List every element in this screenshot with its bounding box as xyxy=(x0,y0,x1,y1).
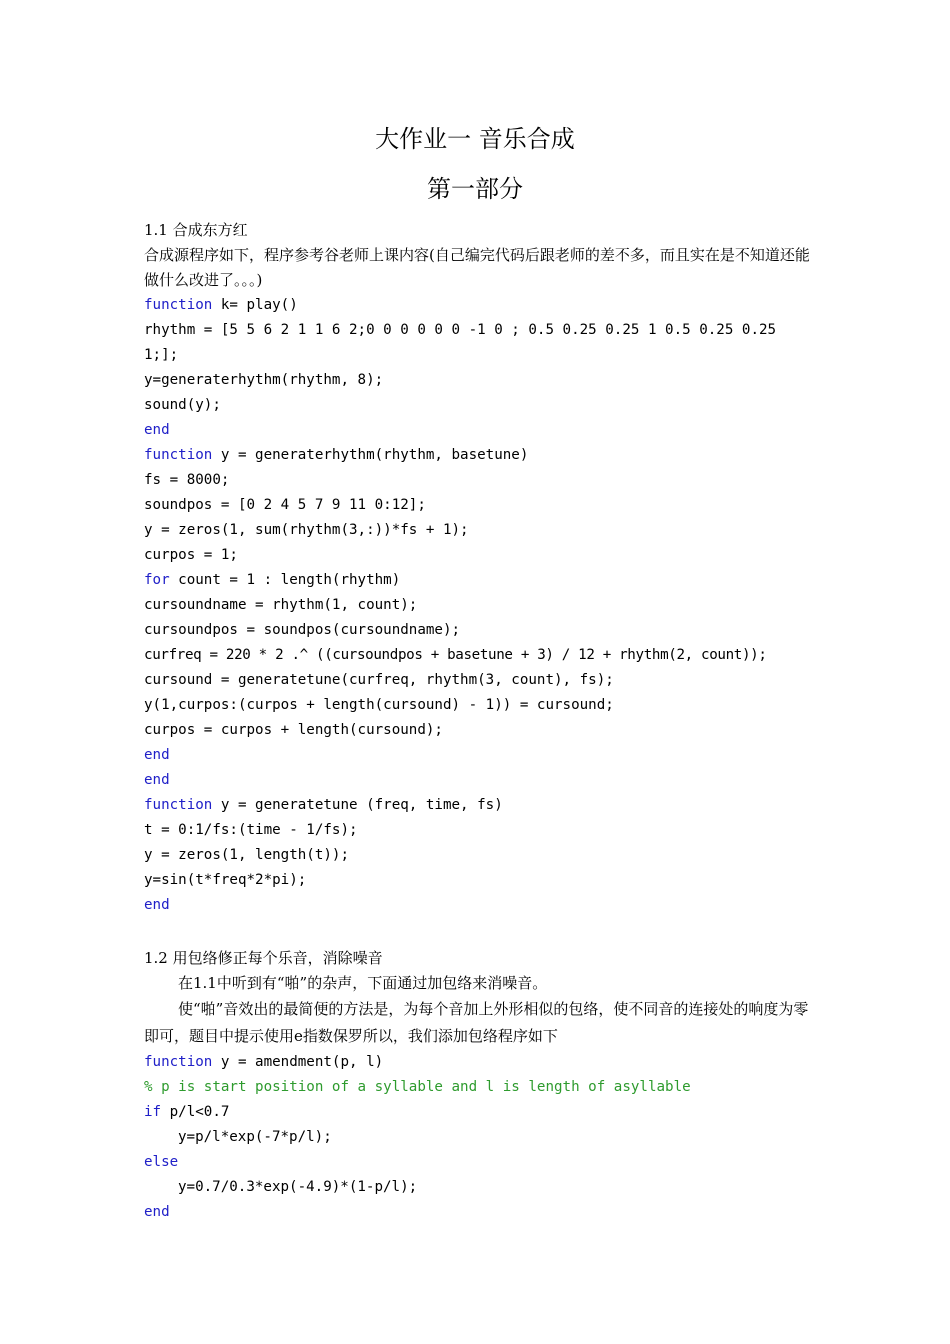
code-line xyxy=(144,1175,814,1200)
code-line: curfreq = 220 * 2 .^ ((cursoundpos + basetune + 3) / 12 + rhythm(2, count)); xyxy=(144,647,767,663)
code-line: sound(y); xyxy=(144,397,221,413)
code-line xyxy=(144,1200,814,1225)
document-body xyxy=(144,218,814,1225)
code-text: k= play() xyxy=(212,297,298,313)
keyword: function xyxy=(144,447,213,463)
code-line: y = zeros(1, sum(rhythm(3,:))*fs + 1); xyxy=(144,522,469,538)
code-line: t = 0:1/fs:(time - 1/fs); xyxy=(144,822,358,838)
keyword: end xyxy=(144,747,170,763)
keyword: end xyxy=(144,422,170,438)
code-line: y(1,curpos:(curpos + length(cursound) - 1)) = cursound; xyxy=(144,697,614,713)
code-line xyxy=(144,443,814,468)
code-line xyxy=(144,793,814,818)
code-text: y = generaterhythm(rhythm, basetune) xyxy=(212,447,529,463)
document-title: 大作业一 音乐合成 xyxy=(375,125,575,153)
code-line: y=generaterhythm(rhythm, 8); xyxy=(144,372,384,388)
code-line xyxy=(144,1050,814,1075)
code-line: curpos = 1; xyxy=(144,547,238,563)
section-title: 第一部分 xyxy=(427,175,523,203)
keyword: if xyxy=(144,1104,162,1120)
intro-paragraph: 合成源程序如下，程序参考谷老师上课内容(自己编完代码后跟老师的差不多，而且实在是不知道还能做什么改进了。。。) xyxy=(144,246,810,289)
keyword: for xyxy=(144,572,170,588)
section-heading-1-1: 1.1 合成东方红 xyxy=(144,221,248,239)
code-line: y = zeros(1, length(t)); xyxy=(144,847,349,863)
paragraph: 使“啪”音效出的最简便的方法是，为每个音加上外形相似的包络，使不同音的连接处的响度为零即可，题目中提示使用e指数保罗所以，我们添加包络程序如下 xyxy=(144,1000,809,1045)
code-line xyxy=(144,743,814,768)
code-text: y = generatetune (freq, time, fs) xyxy=(212,797,503,813)
code-line: y=sin(t*freq*2*pi); xyxy=(144,872,307,888)
code-line: rhythm = [5 5 6 2 1 1 6 2;0 0 0 0 0 0 -1 0 ; 0.5 0.25 0.25 1 0.5 0.25 0.25 1;]; xyxy=(144,322,785,363)
code-block-amendment xyxy=(144,1050,814,1225)
code-line: cursoundname = rhythm(1, count); xyxy=(144,597,418,613)
code-line: cursoundpos = soundpos(cursoundname); xyxy=(144,622,461,638)
code-line xyxy=(144,568,814,593)
code-text: y = amendment(p, l) xyxy=(212,1054,384,1070)
keyword: function xyxy=(144,297,213,313)
code-text: y=0.7/0.3*exp(-4.9)*(1-p/l); xyxy=(178,1179,418,1195)
code-line xyxy=(144,418,814,443)
code-text: count = 1 : length(rhythm) xyxy=(169,572,401,588)
code-line xyxy=(144,1150,814,1175)
code-line xyxy=(144,1125,814,1150)
section-heading-1-2: 1.2 用包络修正每个乐音，消除噪音 xyxy=(144,949,383,967)
keyword: function xyxy=(144,797,213,813)
keyword: end xyxy=(144,772,170,788)
code-line: curpos = curpos + length(cursound); xyxy=(144,722,443,738)
code-line xyxy=(144,893,814,918)
code-text: p/l<0.7 xyxy=(161,1104,230,1120)
code-line xyxy=(144,293,814,318)
code-line: cursound = generatetune(curfreq, rhythm(3, count), fs); xyxy=(144,672,614,688)
keyword: else xyxy=(144,1154,179,1170)
keyword: end xyxy=(144,897,170,913)
keyword: end xyxy=(144,1204,170,1220)
keyword: function xyxy=(144,1054,213,1070)
code-text: y=p/l*exp(-7*p/l); xyxy=(178,1129,332,1145)
paragraph: 在1.1中听到有“啪”的杂声，下面通过加包络来消噪音。 xyxy=(178,974,548,992)
code-line: fs = 8000; xyxy=(144,472,230,488)
code-comment: % p is start position of a syllable and l is length of asyllable xyxy=(144,1079,691,1095)
code-block-play xyxy=(144,293,814,918)
spacer xyxy=(144,918,814,946)
code-line xyxy=(144,1100,814,1125)
code-line: soundpos = [0 2 4 5 7 9 11 0:12]; xyxy=(144,497,426,513)
code-line xyxy=(144,768,814,793)
